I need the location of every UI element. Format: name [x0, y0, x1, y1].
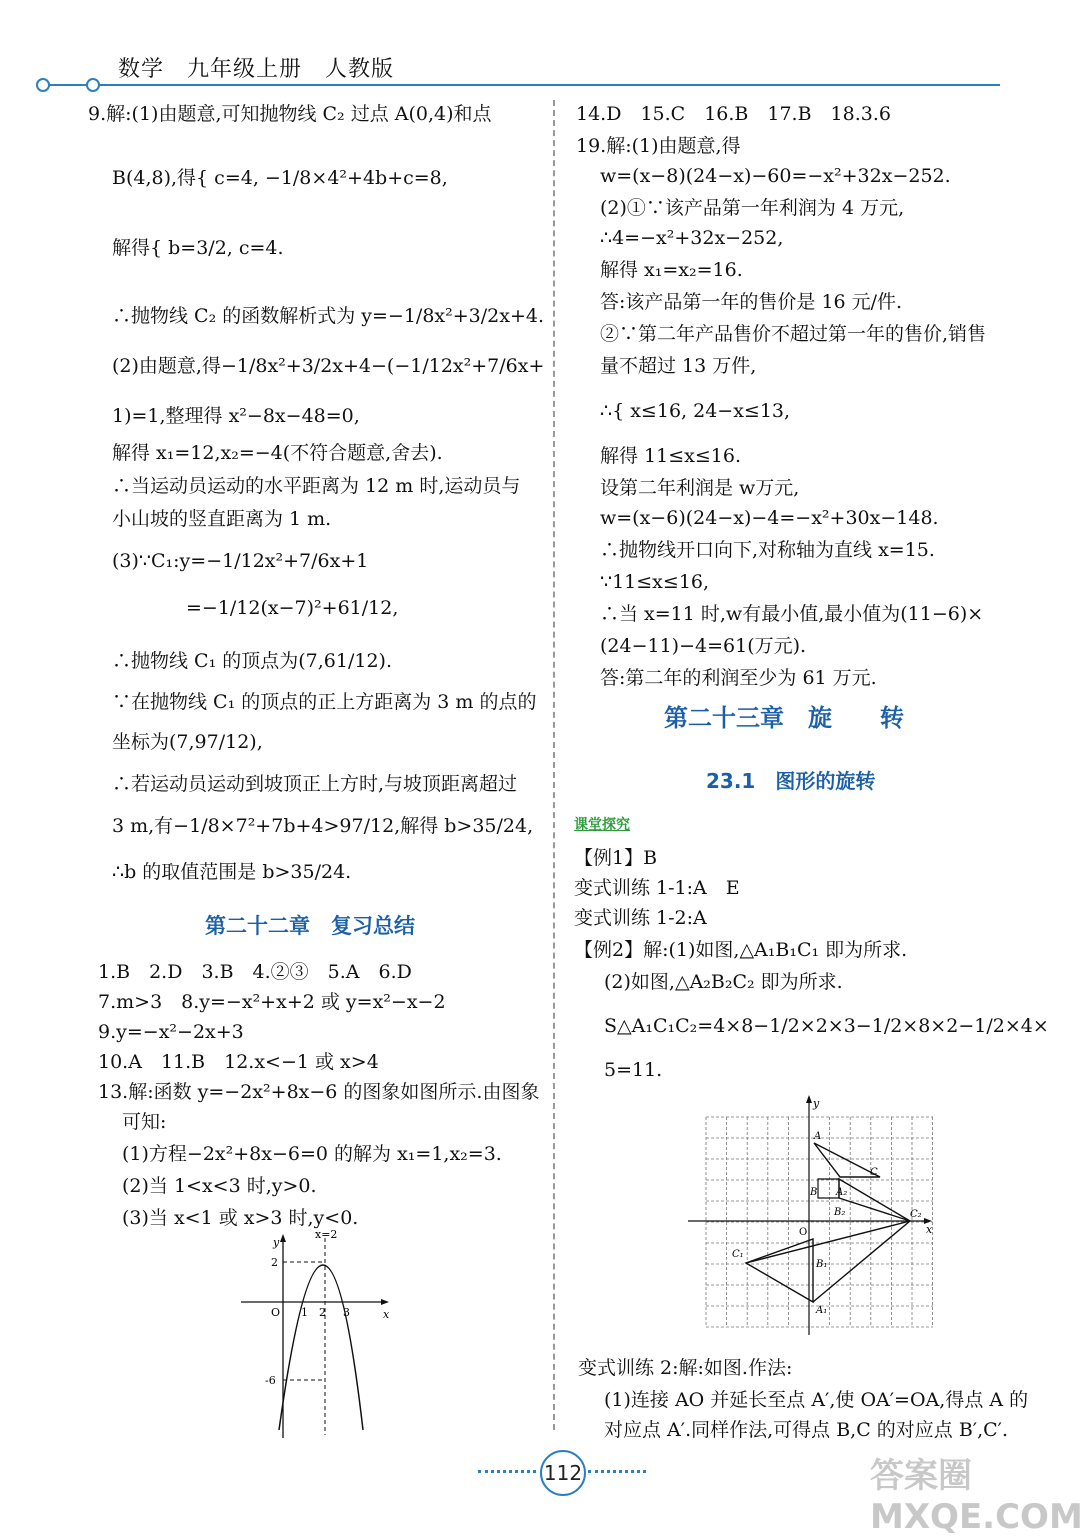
- answer-line: (2)当 1<x<3 时,y>0.: [122, 1175, 317, 1197]
- header-dot-icon: [86, 78, 100, 92]
- rotation-grid-graph: [688, 1095, 938, 1340]
- point-label: B₁: [816, 1259, 828, 1270]
- classroom-explore-tag: 课堂探究: [574, 817, 630, 833]
- text-line: 解得 x₁=x₂=16.: [600, 259, 743, 281]
- answer-line: 5=11.: [604, 1059, 663, 1081]
- text-line: =−1/12(x−7)²+61/12,: [186, 597, 399, 619]
- text-line: 解得 x₁=12,x₂=−4(不符合题意,舍去).: [112, 442, 443, 464]
- origin-label: O: [799, 1227, 808, 1238]
- answer-line: 13.解:函数 y=−2x²+8x−6 的图象如图所示.由图象: [98, 1081, 540, 1103]
- text-line: (24−11)−4=61(万元).: [600, 635, 807, 657]
- point-label: C₁: [732, 1249, 744, 1260]
- y-axis-label: y: [273, 1236, 280, 1249]
- point-label: B: [810, 1187, 818, 1198]
- answer-line: 1.B 2.D 3.B 4.②③ 5.A 6.D: [98, 961, 412, 983]
- point-label: C₂: [910, 1209, 922, 1220]
- point-label: C: [870, 1167, 878, 1178]
- text-line: (3)∵C₁:y=−1/12x²+7/6x+1: [112, 550, 369, 572]
- x-tick-label: 3: [343, 1306, 350, 1319]
- point-label: B₂: [834, 1207, 846, 1218]
- text-line: 设第二年利润是 w万元,: [600, 477, 800, 499]
- text-line: ∴b 的取值范围是 b>35/24.: [112, 861, 352, 883]
- answer-line: 7.m>3 8.y=−x²+x+2 或 y=x²−x−2: [98, 991, 446, 1013]
- text-line: ∵11≤x≤16,: [600, 571, 710, 593]
- y-tick-label: -6: [265, 1374, 276, 1387]
- text-line: w=(x−6)(24−x)−4=−x²+30x−148.: [600, 507, 939, 529]
- answer-line: (2)如图,△A₂B₂C₂ 即为所求.: [604, 971, 843, 993]
- answer-line: 【例2】解:(1)如图,△A₁B₁C₁ 即为所求.: [574, 939, 908, 961]
- text-line: ②∵第二年产品售价不超过第一年的售价,销售: [600, 323, 987, 345]
- answer-line: 可知:: [122, 1111, 167, 1133]
- text-line: 3 m,有−1/8×7²+7b+4>97/12,解得 b>35/24,: [112, 815, 534, 837]
- answer-line: S△A₁C₁C₂=4×8−1/2×2×3−1/2×8×2−1/2×4×: [604, 1015, 1049, 1037]
- text-line: 解得 11≤x≤16.: [600, 445, 741, 467]
- text-line: 19.解:(1)由题意,得: [576, 135, 741, 157]
- text-line: w=(x−8)(24−x)−60=−x²+32x−252.: [600, 165, 951, 187]
- text-line: ∴4=−x²+32x−252,: [600, 227, 784, 249]
- symmetry-axis-label: x=2: [315, 1228, 338, 1241]
- column-divider: [553, 100, 555, 1430]
- text-line: B(4,8),得{ c=4, −1/8×4²+4b+c=8,: [112, 167, 448, 189]
- point-label: A: [814, 1131, 822, 1142]
- text-line: ∴当运动员运动的水平距离为 12 m 时,运动员与: [112, 475, 521, 497]
- text-line: 答:该产品第一年的售价是 16 元/件.: [600, 291, 903, 313]
- header-dot-icon: [36, 78, 50, 92]
- text-line: ∴若运动员运动到坡顶正上方时,与坡顶距离超过: [112, 773, 518, 795]
- text-line: ∵在抛物线 C₁ 的顶点的正上方距离为 3 m 的点的: [112, 691, 537, 713]
- text-line: 量不超过 13 万件,: [600, 355, 757, 377]
- origin-label: O: [271, 1306, 281, 1319]
- text-line: ∴抛物线 C₂ 的函数解析式为 y=−1/8x²+3/2x+4.: [112, 305, 545, 327]
- x-axis-label: x: [383, 1308, 390, 1321]
- text-line: ∴抛物线 C₁ 的顶点为(7,61/12).: [112, 650, 392, 672]
- y-axis-label: y: [813, 1097, 820, 1110]
- x-axis-label: x: [926, 1223, 933, 1236]
- text-line: ∴抛物线开口向下,对称轴为直线 x=15.: [600, 539, 935, 561]
- text-line: 解得{ b=3/2, c=4.: [112, 237, 284, 259]
- answer-line: 【例1】B: [574, 847, 658, 869]
- answer-line: (3)当 x<1 或 x>3 时,y<0.: [122, 1207, 359, 1229]
- text-line: 小山坡的竖直距离为 1 m.: [112, 508, 332, 530]
- page-header-title: 数学 九年级上册 人教版: [118, 57, 395, 82]
- x-tick-label: 2: [319, 1306, 326, 1319]
- header-rule: [40, 84, 1000, 86]
- x-tick-label: 1: [301, 1306, 308, 1319]
- footer-dots: [588, 1470, 646, 1473]
- section-23-1-heading: 23.1 图形的旋转: [706, 769, 876, 793]
- watermark: 答案圈 MXQE.COM: [870, 1456, 1083, 1537]
- answer-line: 对应点 A′.同样作法,可得点 B,C 的对应点 B′,C′.: [604, 1419, 1009, 1441]
- chapter-22-heading: 第二十二章 复习总结: [205, 914, 415, 938]
- page-number: 112: [540, 1450, 586, 1496]
- text-line: 答:第二年的利润至少为 61 万元.: [600, 667, 877, 689]
- answer-line: 变式训练 1-2:A: [574, 907, 707, 929]
- text-line: 1)=1,整理得 x²−8x−48=0,: [112, 405, 360, 427]
- footer-dots: [478, 1470, 536, 1473]
- point-label: A₁: [816, 1305, 828, 1316]
- answer-line: 9.y=−x²−2x+3: [98, 1021, 244, 1043]
- point-label: A₂: [836, 1187, 848, 1198]
- answer-line: 14.D 15.C 16.B 17.B 18.3.6: [576, 103, 891, 125]
- y-tick-label: 2: [271, 1256, 278, 1269]
- text-line: ∴当 x=11 时,w有最小值,最小值为(11−6)×: [600, 603, 984, 625]
- text-line: 9.解:(1)由题意,可知抛物线 C₂ 过点 A(0,4)和点: [88, 103, 492, 125]
- text-line: 坐标为(7,97/12),: [112, 731, 263, 753]
- text-line: (2)①∵该产品第一年利润为 4 万元,: [600, 197, 905, 219]
- answer-line: 10.A 11.B 12.x<−1 或 x>4: [98, 1051, 379, 1073]
- text-line: ∴{ x≤16, 24−x≤13,: [600, 400, 791, 422]
- answer-line: (1)方程−2x²+8x−6=0 的解为 x₁=1,x₂=3.: [122, 1143, 502, 1165]
- answer-line: 变式训练 2:解:如图.作法:: [578, 1357, 793, 1379]
- parabola-graph: [235, 1230, 395, 1440]
- text-line: (2)由题意,得−1/8x²+3/2x+4−(−1/12x²+7/6x+: [112, 355, 545, 377]
- chapter-23-heading: 第二十三章 旋 转: [664, 704, 904, 732]
- answer-line: (1)连接 AO 并延长至点 A′,使 OA′=OA,得点 A 的: [604, 1389, 1029, 1411]
- answer-line: 变式训练 1-1:A E: [574, 877, 740, 899]
